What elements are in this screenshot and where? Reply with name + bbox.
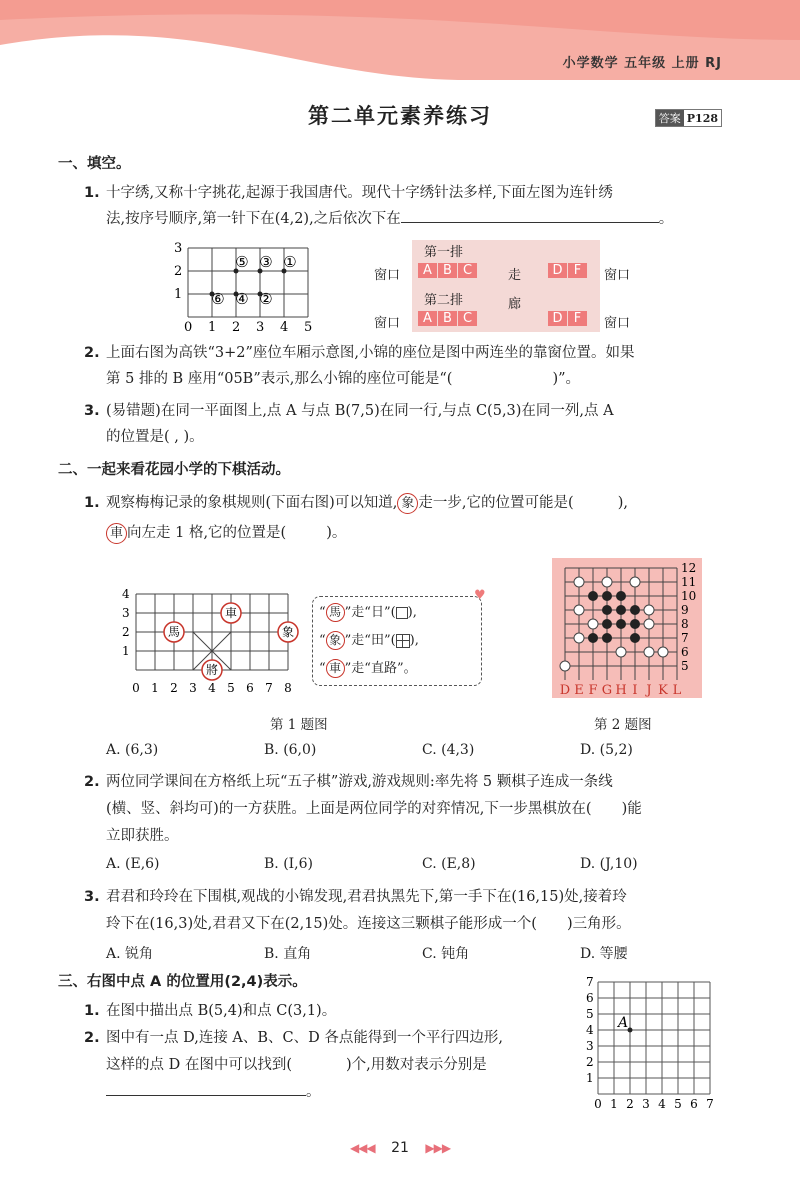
axis-x-label: 6	[246, 681, 254, 695]
option[interactable]: D. (J,10)	[580, 856, 638, 872]
axis-y-label: 2	[122, 625, 130, 639]
axis-y-label: 1	[174, 287, 183, 302]
window-label-right: 窗口	[604, 316, 631, 331]
caption-2: 第 2 题图	[594, 717, 652, 733]
stitch-number: ③	[259, 253, 273, 271]
axis-x-label: G	[601, 683, 613, 698]
stitch-number: ⑤	[235, 253, 249, 271]
q-text: 上面右图为高铁“3+2”座位车厢示意图,小锦的座位是图中两连坐的靠窗位置。如果	[106, 345, 635, 361]
s2-q3	[84, 884, 734, 938]
q-text: 君君和玲玲在下围棋,观战的小锦发现,君君执黑先下,第一手下在(16,15)处,接着玲	[106, 889, 627, 905]
rule-text: ”走“田”(	[344, 633, 396, 648]
subject-label: 小学数学 五年级 上册 RJ	[562, 56, 722, 71]
aisle-label: 走	[508, 268, 522, 283]
axis-x-label: 4	[658, 1097, 666, 1111]
q-text: )”。	[552, 371, 581, 387]
xiang-piece-icon: 象	[397, 493, 418, 514]
s1-q1	[84, 180, 724, 232]
seat-row2-left	[418, 311, 477, 326]
q-text: 这样的点 D 在图中可以找到(	[106, 1057, 292, 1073]
axis-y-label: 3	[122, 606, 130, 620]
q-number: 1.	[84, 495, 100, 511]
axis-x-label: 4	[280, 320, 289, 334]
seat: A	[418, 263, 437, 278]
axis-x-label: 0	[594, 1097, 602, 1111]
ma-piece: 馬	[167, 625, 181, 639]
rule-text: ”走“直路”。	[344, 661, 417, 676]
ma-piece-icon: 馬	[326, 603, 345, 622]
axis-y-label: 6	[681, 645, 689, 659]
axis-x-label: D	[559, 683, 571, 698]
chess-rules-box: “ 馬 ”走“日”( ), “ 象 ”走“田”( ), “ 車 ”走“直路”。	[312, 596, 482, 686]
axis-x-label: 0	[132, 681, 140, 695]
point-a-label: A	[618, 1015, 629, 1031]
seat: B	[438, 311, 457, 326]
axis-x-label: F	[588, 683, 598, 698]
seat-row2-label: 第二排	[424, 293, 464, 308]
seat: A	[418, 311, 437, 326]
q-text: 法,按序号顺序,第一针下在(4,2),之后依次下在	[106, 211, 401, 227]
option[interactable]: A. (6,3)	[106, 742, 159, 758]
axis-x-label: 5	[304, 320, 313, 334]
axis-y-label: 3	[586, 1039, 594, 1053]
q-text: (横、竖、斜均可)的一方获胜。上面是两位同学的对弈情况,下一步黑棋放在(	[106, 801, 592, 817]
axis-x-label: 7	[706, 1097, 714, 1111]
axis-y-label: 4	[122, 587, 130, 601]
axis-x-label: 1	[151, 681, 159, 695]
q-number: 1.	[84, 185, 100, 201]
axis-x-label: 2	[170, 681, 178, 695]
q-text: 走一步,它的位置可能是(	[418, 495, 574, 511]
page-number: 21	[391, 1140, 409, 1156]
axis-x-label: 3	[642, 1097, 650, 1111]
q-text: 。	[306, 1084, 321, 1100]
axis-y-label: 5	[586, 1007, 594, 1021]
ri-grid-icon	[396, 607, 408, 619]
page-footer	[0, 1140, 800, 1156]
q-text: 。	[658, 211, 674, 227]
seat-row1-left	[418, 263, 477, 278]
axis-y-label: 10	[681, 589, 697, 603]
option[interactable]: D. (5,2)	[580, 742, 633, 758]
window-label-left: 窗口	[374, 268, 401, 283]
axis-y-label: 5	[681, 659, 689, 673]
chess-board	[116, 586, 300, 696]
section-3-heading: 三、右图中点 A 的位置用(2,4)表示。	[58, 974, 307, 990]
heart-icon: ♥	[474, 588, 486, 603]
axis-x-label: J	[646, 683, 652, 698]
option[interactable]: D. 等腰	[580, 946, 628, 962]
ju-piece-icon: 車	[106, 523, 127, 544]
axis-x-label: 2	[626, 1097, 634, 1111]
q-number: 2.	[84, 1030, 100, 1046]
q-number: 2.	[84, 345, 100, 361]
s1-q3	[84, 398, 724, 450]
s2-q2	[84, 769, 734, 850]
gomoku-board	[552, 558, 702, 698]
q-number: 3.	[84, 403, 100, 419]
s1-q2	[84, 340, 724, 392]
option[interactable]: C. 钝角	[422, 946, 470, 962]
axis-x-label: 6	[690, 1097, 698, 1111]
prev-arrows-icon[interactable]: ◀◀◀	[349, 1141, 375, 1155]
caption-1: 第 1 题图	[270, 717, 328, 733]
section-1-heading: 一、填空。	[58, 156, 131, 172]
seat-row1-label: 第一排	[424, 245, 464, 260]
window-label-right: 窗口	[604, 268, 631, 283]
q-text: 两位同学课间在方格纸上玩“五子棋”游戏,游戏规则:率先将 5 颗棋子连成一条线	[106, 774, 613, 790]
ju-piece-icon: 車	[326, 659, 345, 678]
answer-label: 答案	[656, 110, 684, 126]
coordinate-grid	[582, 974, 716, 1112]
option[interactable]: C. (4,3)	[422, 742, 475, 758]
axis-x-label: 5	[674, 1097, 682, 1111]
q-text: )个,用数对表示分别是	[346, 1057, 487, 1073]
q-text: 玲下在(16,3)处,君君又下在(2,15)处。连接这三颗棋子能形成一个(	[106, 916, 537, 932]
axis-x-label: I	[632, 683, 638, 698]
stitch-number: ⑥	[211, 290, 225, 308]
seat: D	[548, 263, 567, 278]
seat: F	[568, 263, 587, 278]
seat: F	[568, 311, 587, 326]
axis-y-label: 2	[174, 264, 183, 279]
xiang-piece: 象	[281, 625, 295, 639]
q-text: )三角形。	[566, 916, 631, 932]
axis-y-label: 3	[174, 241, 183, 256]
ju-piece: 車	[224, 606, 238, 620]
q-text: 第 5 排的 B 座用“05B”表示,那么小锦的座位可能是“(	[106, 371, 453, 387]
cross-stitch-grid	[170, 238, 320, 334]
q-text: 的位置是( , )。	[106, 429, 204, 445]
s2-q1	[84, 488, 724, 548]
q-number: 3.	[84, 889, 100, 905]
seat: B	[438, 263, 457, 278]
answer-page: P128	[686, 111, 718, 125]
page-title: 第二单元素养练习	[308, 104, 492, 128]
axis-x-label: 1	[208, 320, 217, 334]
rule-text: ),	[409, 633, 419, 648]
axis-y-label: 6	[586, 991, 594, 1005]
option[interactable]: B. 直角	[264, 946, 312, 962]
option[interactable]: C. (E,8)	[422, 856, 476, 872]
axis-y-label: 1	[122, 644, 130, 658]
option[interactable]: B. (I,6)	[264, 856, 313, 872]
window-label-left: 窗口	[374, 316, 401, 331]
axis-x-label: 1	[610, 1097, 618, 1111]
q-number: 2.	[84, 774, 100, 790]
seat: C	[458, 311, 477, 326]
q-text: (易错题)在同一平面图上,点 A 与点 B(7,5)在同一行,与点 C(5,3)在同一列,点 A	[106, 403, 614, 419]
answer-blank[interactable]	[401, 208, 659, 223]
stitch-number: ②	[259, 290, 273, 308]
stitch-number: ④	[235, 290, 249, 308]
next-arrows-icon[interactable]: ▶▶▶	[425, 1141, 451, 1155]
axis-y-label: 12	[681, 561, 697, 575]
axis-x-label: 5	[227, 681, 235, 695]
axis-y-label: 7	[681, 631, 689, 645]
axis-x-label: 0	[184, 320, 193, 334]
seat-row1-right	[548, 263, 587, 278]
q-text: 在图中描出点 B(5,4)和点 C(3,1)。	[106, 1003, 337, 1019]
q-text: 向左走 1 格,它的位置是(	[127, 525, 287, 541]
option[interactable]: A. (E,6)	[106, 856, 160, 872]
axis-x-label: E	[574, 683, 584, 698]
seat: D	[548, 311, 567, 326]
rule-text: ”走“日”(	[344, 605, 396, 620]
q-text: 十字绣,又称十字挑花,起源于我国唐代。现代十字绣针法多样,下面左图为连针绣	[106, 185, 613, 201]
axis-y-label: 11	[681, 575, 697, 589]
s3-q2	[84, 1025, 564, 1106]
q-text: 图中有一点 D,连接 A、B、C、D 各点能得到一个平行四边形,	[106, 1030, 503, 1046]
axis-x-label: 3	[189, 681, 197, 695]
s3-q1	[84, 998, 564, 1025]
axis-x-label: H	[615, 683, 627, 698]
axis-y-label: 1	[586, 1071, 594, 1085]
axis-y-label: 9	[681, 603, 689, 617]
tian-grid-icon	[396, 634, 410, 648]
axis-x-label: 8	[284, 681, 292, 695]
axis-y-label: 8	[681, 617, 689, 631]
axis-x-label: K	[658, 683, 668, 698]
axis-x-label: 4	[208, 681, 216, 695]
option[interactable]: A. 锐角	[106, 946, 154, 962]
axis-x-label: 2	[232, 320, 241, 334]
option[interactable]: B. (6,0)	[264, 742, 317, 758]
axis-x-label: 3	[256, 320, 265, 334]
seat: C	[458, 263, 477, 278]
seat-row2-right	[548, 311, 587, 326]
q-text: ),	[617, 495, 628, 511]
axis-x-label: 7	[265, 681, 273, 695]
q-number: 1.	[84, 1003, 100, 1019]
rule-text: ),	[407, 605, 417, 620]
section-2-heading: 二、一起来看花园小学的下棋活动。	[58, 462, 290, 478]
aisle-label: 廊	[508, 297, 522, 312]
axis-y-label: 4	[586, 1023, 594, 1037]
axis-x-label: L	[672, 683, 682, 698]
q-text: 观察梅梅记录的象棋规则(下面右图)可以知道,	[106, 495, 398, 511]
axis-y-label: 7	[586, 975, 594, 989]
xiang-piece-icon: 象	[326, 631, 345, 650]
answer-blank[interactable]	[106, 1081, 306, 1096]
q-text: )能	[621, 801, 642, 817]
axis-y-label: 2	[586, 1055, 594, 1069]
answer-tag[interactable]	[655, 109, 722, 127]
q-text: 立即获胜。	[106, 828, 179, 844]
stitch-number: ①	[283, 253, 297, 271]
jiang-piece: 將	[205, 663, 219, 677]
q-text: )。	[326, 525, 347, 541]
